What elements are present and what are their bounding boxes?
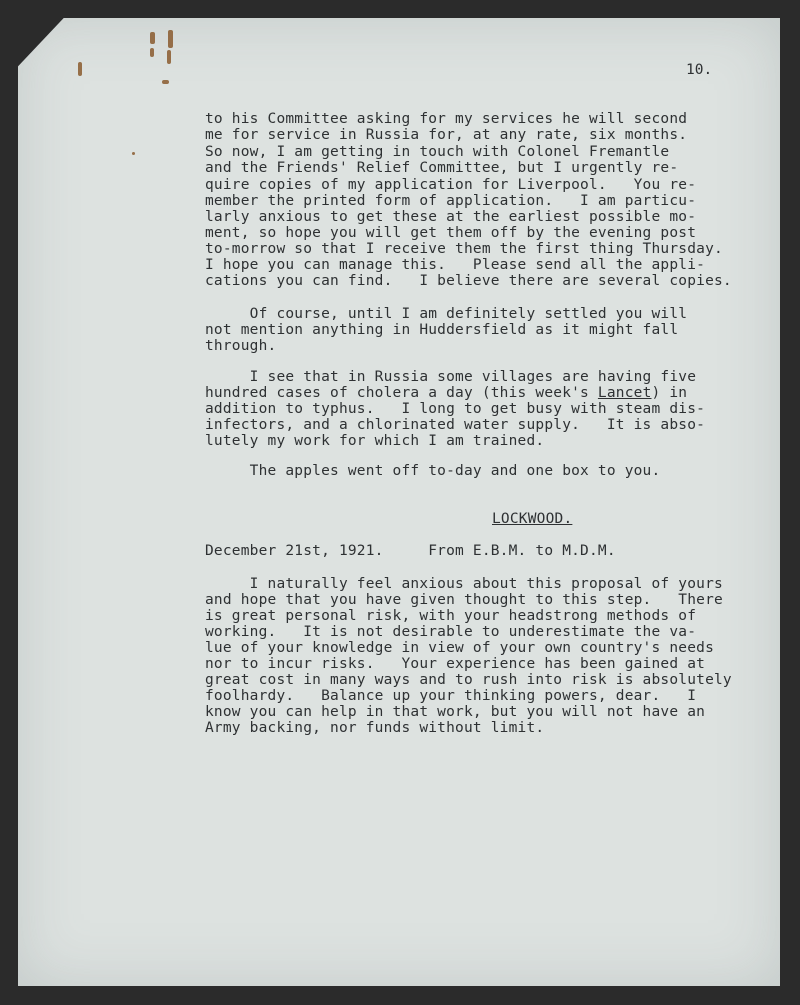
- text-fragment: ) in: [651, 385, 688, 401]
- section-heading: LOCKWOOD.: [492, 511, 573, 527]
- text-line: member the printed form of application. I am particu-: [205, 193, 697, 209]
- text-line: The apples went off to-day and one box to you.: [205, 463, 661, 479]
- text-line: I hope you can manage this. Please send all the appli-: [205, 257, 706, 273]
- text-line: addition to typhus. I long to get busy with steam dis-: [205, 401, 706, 417]
- text-line: nor to incur risks. Your experience has been gained at: [205, 656, 706, 672]
- text-line: quire copies of my application for Liverpool. You re-: [205, 177, 697, 193]
- text-line: cations you can find. I believe there are several copies.: [205, 273, 732, 289]
- text-line: great cost in many ways and to rush into risk is absolutely: [205, 672, 732, 688]
- text-line: lue of your knowledge in view of your own country's needs: [205, 640, 714, 656]
- text-line: through.: [205, 338, 277, 354]
- text-line-with-citation: [205, 385, 687, 401]
- text-line: So now, I am getting in touch with Colonel Fremantle: [205, 144, 670, 160]
- dateline: December 21st, 1921. From E.B.M. to M.D.M.: [205, 543, 616, 559]
- text-line: Army backing, nor funds without limit.: [205, 720, 545, 736]
- page-number: 10.: [686, 62, 713, 78]
- text-line: foolhardy. Balance up your thinking powers, dear. I: [205, 688, 697, 704]
- text-line: is great personal risk, with your headstrong methods of: [205, 608, 697, 624]
- text-line: larly anxious to get these at the earliest possible mo-: [205, 209, 697, 225]
- text-line: working. It is not desirable to underestimate the va-: [205, 624, 697, 640]
- rust-stain: [150, 48, 154, 57]
- rust-stain: [150, 32, 155, 44]
- text-line: lutely my work for which I am trained.: [205, 433, 545, 449]
- text-line: ment, so hope you will get them off by the evening post: [205, 225, 697, 241]
- text-line: I see that in Russia some villages are having five: [205, 369, 697, 385]
- text-line: and hope that you have given thought to this step. There: [205, 592, 723, 608]
- rust-stain: [168, 30, 173, 48]
- text-line: to his Committee asking for my services he will second: [205, 111, 688, 127]
- text-line: not mention anything in Huddersfield as it might fall: [205, 322, 679, 338]
- text-line: me for service in Russia for, at any rate, six months.: [205, 127, 688, 143]
- rust-stain: [78, 62, 82, 76]
- text-line: I naturally feel anxious about this proposal of yours: [205, 576, 723, 592]
- rust-stain: [162, 80, 169, 84]
- text-line: know you can help in that work, but you will not have an: [205, 704, 706, 720]
- text-fragment: hundred cases of cholera a day (this week's: [205, 385, 598, 401]
- rust-stain: [132, 152, 135, 155]
- lancet-citation: Lancet: [597, 385, 652, 401]
- text-line: Of course, until I am definitely settled you will: [205, 306, 688, 322]
- text-line: and the Friends' Relief Committee, but I urgently re-: [205, 160, 679, 176]
- rust-stain: [167, 50, 171, 64]
- text-line: to-morrow so that I receive them the first thing Thursday.: [205, 241, 723, 257]
- text-line: infectors, and a chlorinated water supply. It is abso-: [205, 417, 706, 433]
